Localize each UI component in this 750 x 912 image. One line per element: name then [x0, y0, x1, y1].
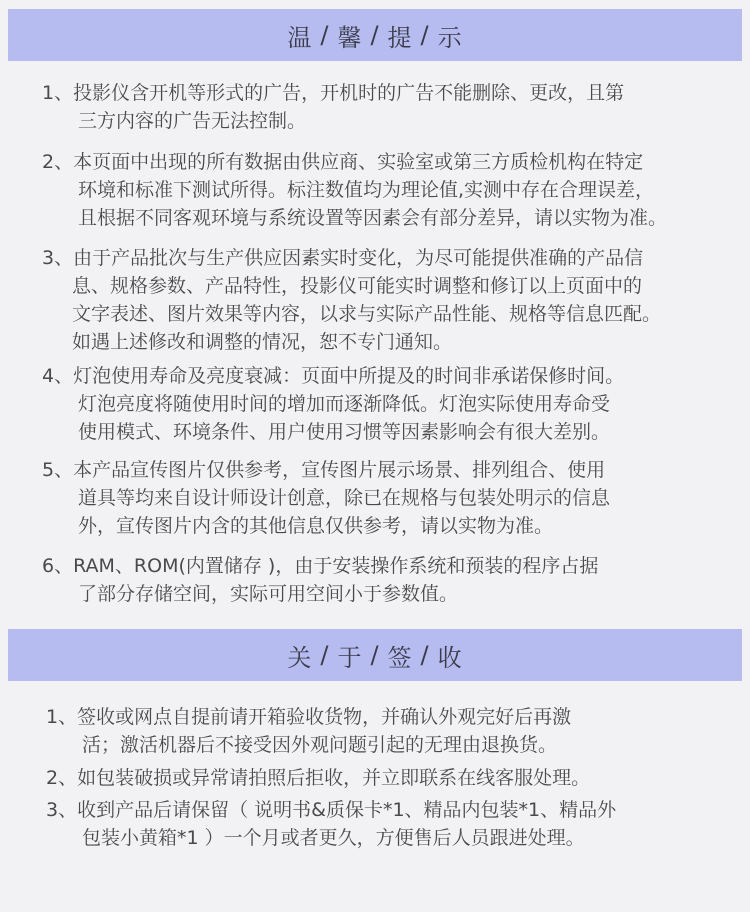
- item-line: 1、签收或网点自提前请开箱验收货物，并确认外观完好后再激: [46, 706, 572, 728]
- receipt-item-1: [46, 703, 571, 759]
- title-separator: /: [420, 641, 430, 669]
- notice-title-char: 温: [287, 23, 313, 52]
- receipt-title-char: 收: [437, 643, 463, 672]
- item-line: 1、投影仪含开机等形式的广告，开机时的广告不能删除、更改，且第: [42, 82, 625, 104]
- title-separator: /: [320, 21, 330, 49]
- item-line: 三方内容的广告无法控制。: [78, 110, 307, 132]
- receipt-title-char: 于: [337, 643, 363, 672]
- item-line: 2、本页面中出现的所有数据由供应商、实验室或第三方质检机构在特定: [42, 151, 644, 173]
- item-line: 了部分存储空间，实际可用空间小于参数值。: [78, 583, 459, 605]
- item-line: 如遇上述修改和调整的情况，恕不专门通知。: [72, 331, 453, 353]
- item-line: 包装小黄箱*1 ）一个月或者更久，方便售后人员跟进处理。: [82, 827, 585, 849]
- title-separator: /: [420, 21, 430, 49]
- item-line: 环境和标准下测试所得。标注数值均为理论值,实测中存在合理误差，: [78, 179, 655, 201]
- item-line: 息、规格参数、产品特性，投影仪可能实时调整和修订以上页面中的: [72, 275, 643, 297]
- title-separator: /: [370, 21, 380, 49]
- item-line: 外，宣传图片内含的其他信息仅供参考，请以实物为准。: [78, 515, 554, 537]
- notice-item-2: [42, 148, 667, 232]
- item-line: 使用模式、环境条件、用户使用习惯等因素影响会有很大差别。: [78, 421, 611, 443]
- receipt-title-banner: [8, 629, 742, 681]
- notice-title-banner: [8, 9, 742, 61]
- item-line: 且根据不同客观环境与系统设置等因素会有部分差异，请以实物为准。: [78, 207, 668, 229]
- item-line: 4、灯泡使用寿命及亮度衰减：页面中所提及的时间非承诺保修时间。: [42, 365, 625, 387]
- title-separator: /: [370, 641, 380, 669]
- item-line: 3、由于产品批次与生产供应因素实时变化，为尽可能提供准确的产品信: [42, 247, 644, 269]
- notice-title-char: 馨: [337, 23, 363, 52]
- item-line: 灯泡亮度将随使用时间的增加而逐渐降低。灯泡实际使用寿命受: [78, 393, 611, 415]
- item-line: 文字表述、图片效果等内容，以求与实际产品性能、规格等信息匹配。: [72, 303, 662, 325]
- notice-item-3: [42, 244, 661, 356]
- receipt-title-char: 签: [387, 643, 413, 672]
- item-line: 活；激活机器后不接受因外观问题引起的无理由退换货。: [82, 734, 558, 756]
- item-line: 2、如包装破损或异常请拍照后拒收，并立即联系在线客服处理。: [46, 767, 591, 789]
- notice-title-char: 提: [387, 23, 413, 52]
- notice-item-4: [42, 362, 624, 446]
- item-line: 3、收到产品后请保留（ 说明书&质保卡*1、精品内包装*1、精品外: [46, 799, 617, 821]
- notice-item-6: [42, 552, 598, 608]
- receipt-item-2: [46, 764, 590, 792]
- notice-title-char: 示: [437, 23, 463, 52]
- notice-item-5: [42, 456, 610, 540]
- item-line: 5、本产品宣传图片仅供参考，宣传图片展示场景、排列组合、使用: [42, 459, 606, 481]
- receipt-item-3: [46, 796, 616, 852]
- notice-item-1: [42, 79, 624, 135]
- item-line: 6、RAM、ROM(内置储存 )，由于安装操作系统和预装的程序占据: [42, 555, 599, 577]
- title-separator: /: [320, 641, 330, 669]
- receipt-title-char: 关: [287, 643, 313, 672]
- item-line: 道具等均来自设计师设计创意，除已在规格与包装处明示的信息: [78, 487, 611, 509]
